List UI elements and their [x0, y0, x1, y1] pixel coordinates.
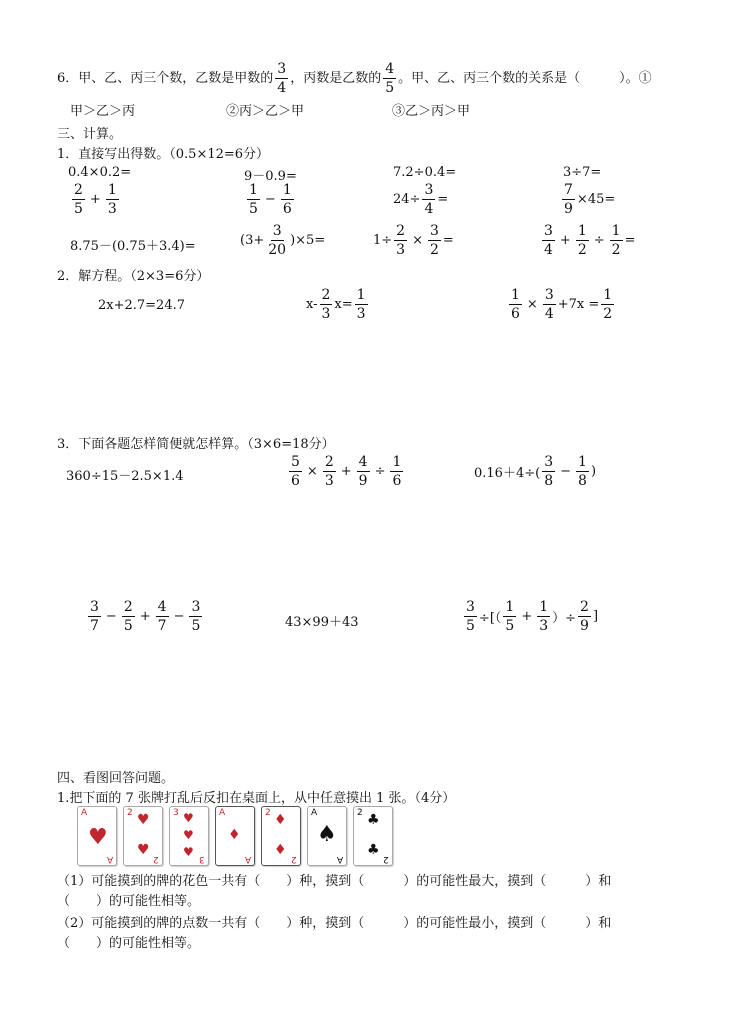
- q6-text-2: ，丙数是乙数的: [290, 71, 382, 86]
- diamond-icon: ♦: [274, 812, 287, 828]
- q6-text-3: 。甲、乙、丙三个数的关系是（ ）。①: [398, 71, 652, 86]
- simplify-a: 360÷15－2.5×1.4: [66, 469, 184, 484]
- calc-r2-d: $\frac{7}{9}$ ×45=: [564, 182, 616, 217]
- equation-3: $\frac{1}{6}$ × $\frac{3}{4}$ +7x = $\frac{1}{2}$: [511, 287, 613, 322]
- calc-r2-c: 24÷ $\frac{3}{4}$ =: [393, 182, 449, 217]
- part-3-title: 3．下面各题怎样简便就怎样算。（3×6=18分）: [57, 437, 335, 452]
- heart-icon: ♥: [183, 845, 194, 859]
- q6-option-2: ②丙＞乙＞甲: [226, 104, 305, 119]
- q6-fraction-2: $\frac{4}{5}$: [385, 61, 395, 96]
- answer-2-line-1: （2）可能摸到的牌的点数一共有（ ）种，摸到（ ）的可能性最小，摸到（ ）和: [57, 916, 612, 931]
- calc-r2-a: $\frac{2}{5}$ + $\frac{1}{3}$: [74, 182, 117, 217]
- heart-icon: ♥: [137, 812, 150, 828]
- heart-icon: ♥: [137, 842, 150, 858]
- heart-icon: ♥: [88, 825, 108, 850]
- playing-card: 3 ♥ ♥ ♥ 3: [169, 806, 209, 866]
- section-4-question-1: 1.把下面的 7 张牌打乱后反扣在桌面上，从中任意摸出 1 张。（4分）: [57, 791, 456, 806]
- playing-cards: [77, 806, 399, 866]
- heart-icon: ♥: [183, 828, 194, 842]
- equation-2: x- $\frac{2}{3}$ x= $\frac{1}{3}$: [306, 287, 366, 322]
- section-3-title: 三、计算。: [57, 127, 123, 142]
- calc-r1-a: 0.4×0.2=: [68, 165, 132, 180]
- simplify-b: $\frac{5}{6}$ × $\frac{2}{3}$ + $\frac{4}{9}$ ÷ $\frac{1}{6}$: [291, 454, 402, 489]
- part-1-title: 1．直接写出得数。（0.5×12=6分）: [57, 147, 270, 162]
- answer-1-line-2: （ ）的可能性相等。: [57, 894, 201, 909]
- section-4-title: 四、看图回答问题。: [57, 771, 175, 786]
- club-icon: ♣: [367, 812, 380, 828]
- q6-fraction-1: $\frac{3}{4}$: [277, 61, 287, 96]
- playing-card: 2 ♥ ♥ 2: [123, 806, 163, 866]
- playing-card: A ♥ A: [77, 806, 117, 866]
- playing-card: A ♦ A: [215, 806, 255, 866]
- calc-r1-c: 7.2÷0.4=: [393, 165, 457, 180]
- calc-r3-c: 1÷ $\frac{2}{3}$ × $\frac{3}{2}$ =: [373, 223, 454, 258]
- simplify-e: 43×99＋43: [285, 615, 359, 630]
- calc-r1-b: 9－0.9=: [244, 169, 297, 184]
- playing-card: 2 ♦ ♦ 2: [261, 806, 301, 866]
- q6-option-3: ③乙＞丙＞甲: [392, 104, 471, 119]
- calc-r3-b: (3+ $\frac{3}{20}$ )×5=: [240, 223, 326, 258]
- heart-icon: ♥: [183, 811, 194, 825]
- spade-icon: ♠: [317, 822, 337, 847]
- simplify-f: $\frac{3}{5}$ ÷[（ $\frac{1}{5}$ + $\frac{1}{3}$ ）÷ $\frac{2}{9}$ ]: [466, 599, 599, 634]
- part-2-title: 2．解方程。（2×3=6分）: [57, 269, 210, 284]
- diamond-icon: ♦: [274, 842, 287, 858]
- q6-text-1: 6．甲、乙、丙三个数，乙数是甲数的: [57, 71, 274, 86]
- equation-1: 2x+2.7=24.7: [98, 298, 186, 313]
- calc-r2-b: $\frac{1}{5}$ − $\frac{1}{6}$: [249, 182, 292, 217]
- playing-card: 2 ♣ ♣ 2: [353, 806, 393, 866]
- simplify-c: 0.16＋4÷( $\frac{3}{8}$ − $\frac{1}{8}$ ): [474, 454, 597, 489]
- simplify-d: $\frac{3}{7}$ − $\frac{2}{5}$ + $\frac{4}{7}$ − $\frac{3}{5}$: [90, 599, 201, 634]
- diamond-icon: ♦: [228, 827, 241, 843]
- calc-r1-d: 3÷7=: [563, 165, 602, 180]
- calc-r3-d: $\frac{3}{4}$ + $\frac{1}{2}$ ÷ $\frac{1}{2}$ =: [544, 223, 636, 258]
- club-icon: ♣: [367, 842, 380, 858]
- playing-card: A ♠ A: [307, 806, 347, 866]
- answer-1-line-1: （1）可能摸到的牌的花色一共有（ ）种，摸到（ ）的可能性最大，摸到（ ）和: [57, 874, 612, 889]
- q6-option-1: 甲＞乙＞丙: [70, 104, 136, 119]
- answer-2-line-2: （ ）的可能性相等。: [57, 936, 201, 951]
- calc-r3-a: 8.75－(0.75＋3.4)=: [70, 239, 196, 254]
- question-6-stem: [57, 62, 652, 95]
